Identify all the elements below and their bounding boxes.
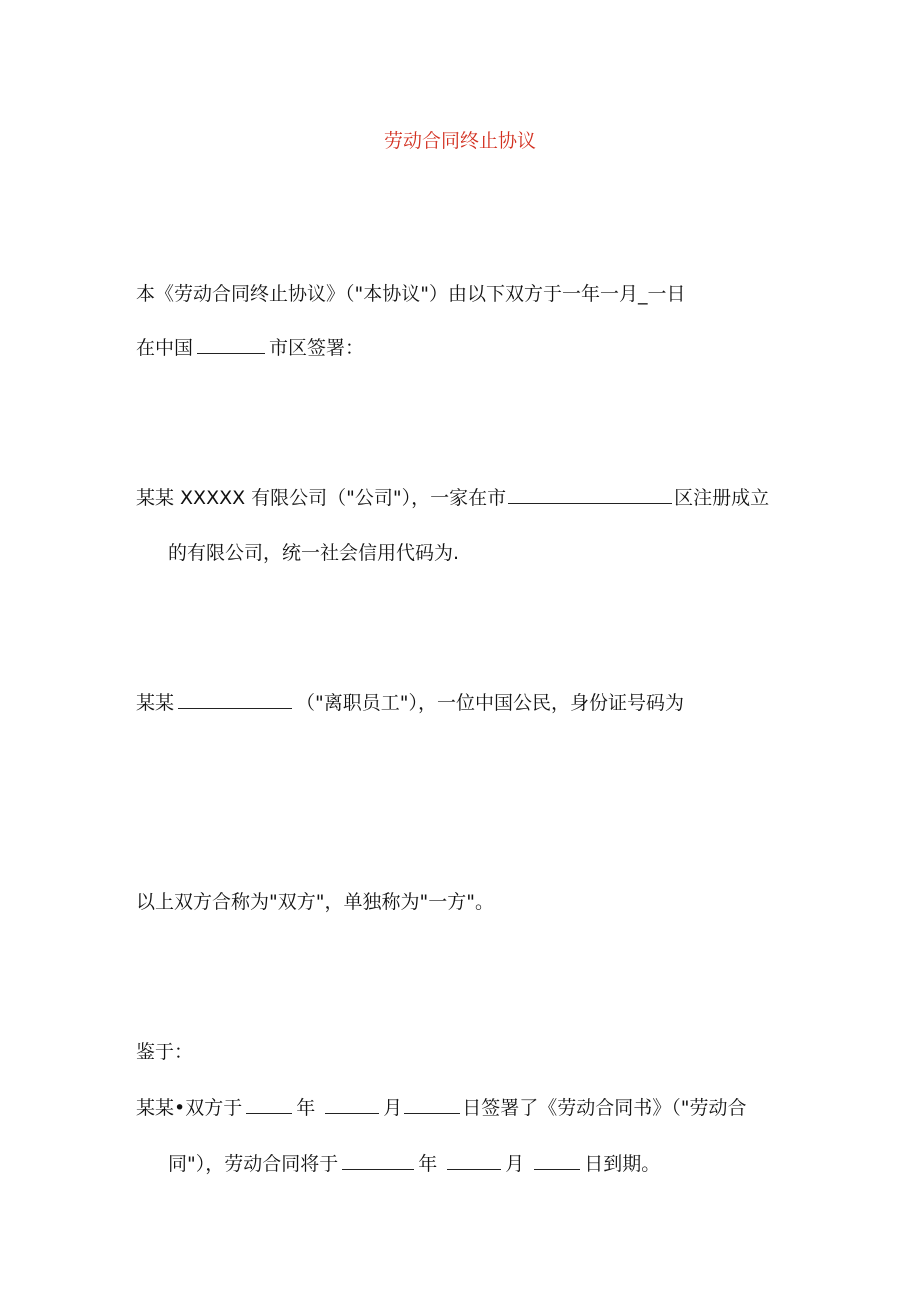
expire-day-blank (534, 1153, 580, 1170)
employee-name-blank (178, 692, 292, 709)
whereas-line-1-end: 日签署了《劳动合同书》（"劳动合 (462, 1097, 747, 1119)
expire-year-label: 年 (418, 1153, 438, 1175)
company-line-1-end: 区注册成立 (674, 487, 770, 509)
intro-line-2-start: 在中国 (136, 337, 194, 359)
whereas-label: 鉴于： (136, 1041, 194, 1063)
whereas-line-1 (136, 1096, 747, 1120)
company-line-1-start: 某某 XXXXX 有限公司（"公司"），一家在市 (136, 487, 507, 509)
whereas-line-1-start: 某某•双方于 (136, 1097, 243, 1119)
sign-day-blank (404, 1097, 460, 1114)
whereas-line-2-start: 同"），劳动合同将于 (168, 1153, 339, 1175)
sign-year-blank (246, 1097, 292, 1114)
sign-month-blank (325, 1097, 379, 1114)
sign-month-label: 月 (383, 1097, 403, 1119)
intro-line-2 (136, 336, 364, 360)
whereas-line-2-end: 日到期。 (584, 1153, 661, 1175)
expire-year-blank (342, 1153, 414, 1170)
employee-line-end: （"离职员工"），一位中国公民，身份证号码为 (296, 692, 684, 714)
whereas-line-2 (168, 1152, 660, 1176)
district-blank (508, 487, 672, 504)
company-line-1 (136, 486, 769, 510)
expire-month-label: 月 (505, 1153, 525, 1175)
page-title: 劳动合同终止协议 (383, 130, 536, 152)
employee-line (136, 691, 684, 715)
parties-note: 以上双方合称为"双方"，单独称为"一方"。 (136, 891, 494, 913)
company-line-2: 的有限公司，统一社会信用代码为. (168, 542, 460, 564)
sign-year-label: 年 (296, 1097, 316, 1119)
city-blank (197, 337, 265, 354)
intro-line-1: 本《劳动合同终止协议》（"本协议"）由以下双方于一年一月_一日 (136, 283, 686, 305)
employee-line-start: 某某 (136, 692, 175, 714)
intro-line-2-end: 市区签署： (269, 337, 365, 359)
expire-month-blank (447, 1153, 501, 1170)
